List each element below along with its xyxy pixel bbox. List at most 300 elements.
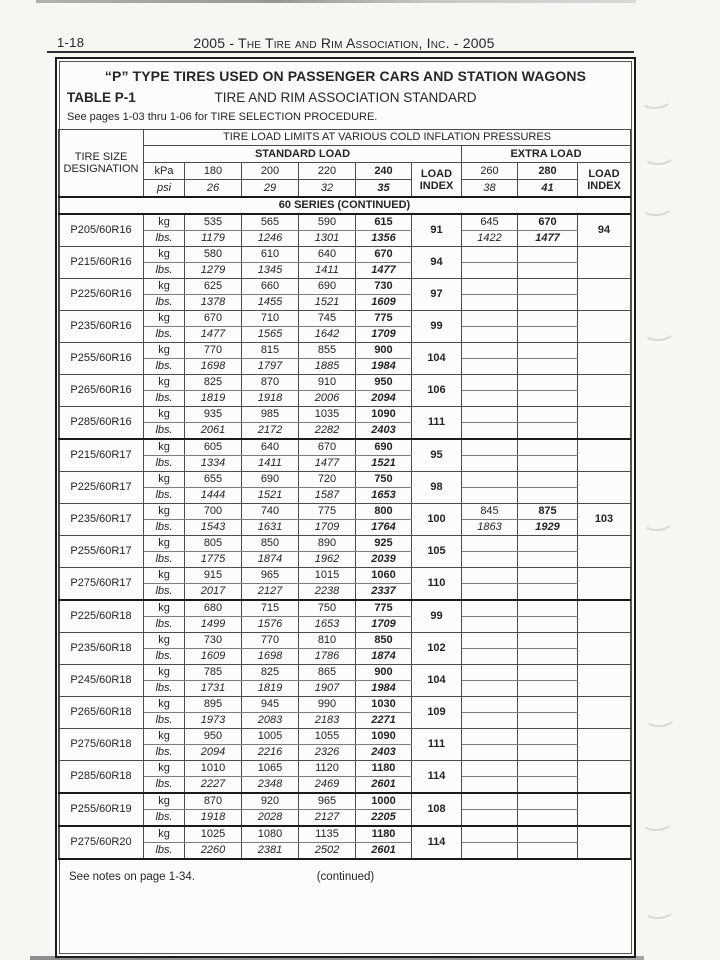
binder-ring-mark <box>641 511 674 532</box>
footer-continued: (continued) <box>316 871 375 883</box>
std-load-lbs-cell: 1565 <box>242 327 299 343</box>
extra-load-lbs-cell: 1422 <box>462 231 518 247</box>
std-load-lbs-cell: 2403 <box>356 745 412 761</box>
extra-load-lbs-cell <box>462 584 518 601</box>
extra-load-lbs-cell <box>462 681 518 697</box>
std-load-lbs-cell: 2326 <box>299 745 356 761</box>
extra-load-kg-cell <box>518 600 578 617</box>
header-row-limits <box>59 130 631 146</box>
std-load-lbs-cell: 2601 <box>356 777 412 794</box>
std-load-lbs-cell: 1709 <box>356 327 412 343</box>
tire-row-kg <box>59 439 631 456</box>
std-load-lbs-cell: 1477 <box>356 263 412 279</box>
extra-load-kg-cell <box>518 472 578 488</box>
std-load-lbs-cell: 2039 <box>356 552 412 568</box>
tire-row-kg <box>59 568 631 584</box>
std-load-lbs-cell: 1698 <box>185 359 242 375</box>
extra-load-kg-cell <box>462 311 518 327</box>
tire-size-cell: P255/60R16 <box>59 343 144 375</box>
std-load-kg-cell: 920 <box>242 793 299 810</box>
extra-load-kg-cell <box>518 761 578 777</box>
std-load-kg-cell: 615 <box>356 214 412 231</box>
unit-lbs-label: lbs. <box>144 295 185 311</box>
load-index-header-line2: INDEX <box>587 179 621 192</box>
header-row-kpa <box>59 163 631 180</box>
std-load-kg-cell: 1025 <box>185 826 242 843</box>
psi-value: 41 <box>518 180 578 198</box>
extra-load-kg-cell <box>518 375 578 391</box>
extra-load-lbs-cell: 1863 <box>462 520 518 536</box>
kpa-value: 280 <box>518 163 578 180</box>
binder-ring-mark <box>642 321 675 342</box>
load-index-header-line2: INDEX <box>419 179 454 192</box>
unit-lbs-label: lbs. <box>144 359 185 375</box>
std-load-kg-cell: 740 <box>242 504 299 520</box>
extra-load-kg-cell <box>462 536 518 552</box>
std-load-lbs-cell: 1477 <box>299 456 356 472</box>
extra-load-kg-cell <box>462 729 518 745</box>
tire-row-lbs <box>59 843 631 860</box>
tire-size-header-line2: DESIGNATION <box>63 163 139 175</box>
extra-load-lbs-cell <box>462 263 518 279</box>
tire-row-kg <box>59 536 631 552</box>
extra-load-index-cell <box>578 568 631 601</box>
load-index-cell: 102 <box>412 633 462 665</box>
extra-load-kg-cell: 670 <box>518 214 578 231</box>
std-load-lbs-cell: 2348 <box>242 777 299 794</box>
tire-size-cell: P235/60R16 <box>59 311 144 343</box>
std-load-kg-cell: 640 <box>242 439 299 456</box>
load-index-cell: 114 <box>412 826 462 859</box>
std-load-lbs-cell: 2260 <box>185 843 242 860</box>
unit-lbs-label: lbs. <box>144 745 185 761</box>
kpa-value: 220 <box>299 163 356 180</box>
tire-row-lbs <box>59 359 631 375</box>
extra-load-lbs-cell <box>462 488 518 504</box>
load-index-cell: 104 <box>412 665 462 697</box>
kpa-value: 180 <box>185 163 242 180</box>
tire-row-lbs <box>59 617 631 633</box>
tire-row-lbs <box>59 488 631 504</box>
unit-lbs-label: lbs. <box>144 649 185 665</box>
std-load-lbs-cell: 2017 <box>185 584 242 601</box>
std-load-kg-cell: 965 <box>299 793 356 810</box>
tire-row-kg <box>59 247 631 263</box>
std-load-lbs-cell: 2337 <box>356 584 412 601</box>
load-index-cell: 104 <box>412 343 462 375</box>
std-load-kg-cell: 935 <box>185 407 242 423</box>
std-load-lbs-cell: 1764 <box>356 520 412 536</box>
extra-load-lbs-cell <box>462 552 518 568</box>
tire-row-kg <box>59 761 631 777</box>
extra-load-header: EXTRA LOAD <box>462 146 631 163</box>
std-load-lbs-cell: 1411 <box>299 263 356 279</box>
tire-size-cell: P265/60R16 <box>59 375 144 407</box>
std-load-lbs-cell: 1543 <box>185 520 242 536</box>
std-load-lbs-cell: 1444 <box>185 488 242 504</box>
document-title: “P” TYPE TIRES USED ON PASSENGER CARS AND STATION WAGONS <box>104 68 587 84</box>
extra-load-lbs-cell <box>518 681 578 697</box>
std-load-kg-cell: 720 <box>299 472 356 488</box>
tire-row-lbs <box>59 810 631 827</box>
load-index-cell: 95 <box>412 439 462 472</box>
std-load-kg-cell: 865 <box>299 665 356 681</box>
load-index-cell: 91 <box>412 214 462 247</box>
unit-kpa-label: kPa <box>144 163 185 180</box>
std-load-lbs-cell: 1587 <box>299 488 356 504</box>
tire-row-kg <box>59 826 631 843</box>
tire-row-kg <box>59 375 631 391</box>
std-load-lbs-cell: 1797 <box>242 359 299 375</box>
unit-lbs-label: lbs. <box>144 231 185 247</box>
std-load-kg-cell: 1000 <box>356 793 412 810</box>
std-load-lbs-cell: 1962 <box>299 552 356 568</box>
extra-load-kg-cell: 845 <box>462 504 518 520</box>
std-load-lbs-cell: 2227 <box>185 777 242 794</box>
unit-lbs-label: lbs. <box>144 488 185 504</box>
std-load-lbs-cell: 2183 <box>299 713 356 729</box>
extra-load-lbs-cell <box>518 359 578 375</box>
tire-row-kg <box>59 311 631 327</box>
load-index-cell: 99 <box>412 600 462 633</box>
std-load-kg-cell: 890 <box>299 536 356 552</box>
load-index-cell: 111 <box>412 729 462 761</box>
std-load-lbs-cell: 1885 <box>299 359 356 375</box>
load-index-header <box>412 163 462 198</box>
std-load-lbs-cell: 2172 <box>242 423 299 440</box>
extra-load-lbs-cell <box>518 713 578 729</box>
load-index-header-line1: LOAD <box>588 167 620 180</box>
extra-load-index-cell <box>578 407 631 440</box>
tire-size-cell: P225/60R16 <box>59 279 144 311</box>
std-load-lbs-cell: 2469 <box>299 777 356 794</box>
std-load-lbs-cell: 1521 <box>356 456 412 472</box>
std-load-kg-cell: 850 <box>242 536 299 552</box>
load-index-cell: 98 <box>412 472 462 504</box>
extra-load-kg-cell <box>462 343 518 359</box>
extra-load-kg-cell <box>518 729 578 745</box>
extra-load-lbs-cell <box>462 295 518 311</box>
extra-load-index-cell <box>578 793 631 826</box>
extra-load-lbs-cell <box>518 327 578 343</box>
unit-kg-label: kg <box>144 761 185 777</box>
extra-load-kg-cell <box>518 536 578 552</box>
tire-size-cell: P225/60R18 <box>59 600 144 633</box>
tire-row-lbs <box>59 327 631 343</box>
std-load-kg-cell: 1180 <box>356 761 412 777</box>
extra-load-kg-cell <box>462 247 518 263</box>
std-load-kg-cell: 985 <box>242 407 299 423</box>
tire-size-cell: P265/60R18 <box>59 697 144 729</box>
unit-kg-label: kg <box>144 568 185 584</box>
extra-load-lbs-cell <box>518 263 578 279</box>
binder-ring-mark <box>639 89 672 110</box>
std-load-lbs-cell: 1709 <box>299 520 356 536</box>
load-index-cell: 111 <box>412 407 462 440</box>
psi-value: 26 <box>185 180 242 198</box>
extra-load-index-cell <box>578 279 631 311</box>
std-load-lbs-cell: 1907 <box>299 681 356 697</box>
extra-load-index-cell: 94 <box>578 214 631 247</box>
std-load-lbs-cell: 1521 <box>242 488 299 504</box>
unit-lbs-label: lbs. <box>144 843 185 860</box>
extra-load-lbs-cell <box>462 423 518 440</box>
tire-row-lbs <box>59 745 631 761</box>
psi-value: 35 <box>356 180 412 198</box>
unit-kg-label: kg <box>144 279 185 295</box>
extra-load-index-cell <box>578 472 631 504</box>
kpa-value: 260 <box>462 163 518 180</box>
std-load-lbs-cell: 1653 <box>299 617 356 633</box>
load-index-cell: 105 <box>412 536 462 568</box>
extra-load-lbs-cell <box>518 423 578 440</box>
extra-load-kg-cell <box>518 279 578 295</box>
unit-lbs-label: lbs. <box>144 423 185 440</box>
tire-row-kg <box>59 600 631 617</box>
std-load-kg-cell: 870 <box>185 793 242 810</box>
std-load-kg-cell: 945 <box>242 697 299 713</box>
selection-procedure-note: See pages 1-03 thru 1-06 for TIRE SELECTION PROCEDURE. <box>67 111 378 123</box>
std-load-lbs-cell: 1246 <box>242 231 299 247</box>
table-label: TABLE P-1 <box>67 90 136 105</box>
load-index-cell: 110 <box>412 568 462 601</box>
tire-row-lbs <box>59 456 631 472</box>
std-load-kg-cell: 990 <box>299 697 356 713</box>
extra-load-kg-cell <box>518 407 578 423</box>
extra-load-index-cell <box>578 247 631 279</box>
std-load-lbs-cell: 2601 <box>356 843 412 860</box>
extra-load-lbs-cell <box>462 617 518 633</box>
tire-size-cell: P285/60R18 <box>59 761 144 794</box>
tire-row-lbs <box>59 713 631 729</box>
std-load-kg-cell: 815 <box>242 343 299 359</box>
extra-load-lbs-cell <box>518 745 578 761</box>
tire-size-header-line1: TIRE SIZE <box>74 151 128 163</box>
kpa-value: 200 <box>242 163 299 180</box>
std-load-kg-cell: 590 <box>299 214 356 231</box>
std-load-lbs-cell: 2502 <box>299 843 356 860</box>
tire-size-cell: P275/60R20 <box>59 826 144 859</box>
extra-load-kg-cell <box>518 343 578 359</box>
page-number: 1-18 <box>57 35 85 50</box>
tire-row-lbs <box>59 777 631 794</box>
std-load-kg-cell: 750 <box>299 600 356 617</box>
std-load-kg-cell: 810 <box>299 633 356 649</box>
series-section-row <box>59 197 631 214</box>
std-load-lbs-cell: 1819 <box>185 391 242 407</box>
std-load-lbs-cell: 2282 <box>299 423 356 440</box>
tire-size-cell: P215/60R16 <box>59 247 144 279</box>
binder-ring-mark <box>642 145 675 166</box>
extra-load-lbs-cell <box>462 456 518 472</box>
extra-load-lbs-cell <box>518 552 578 568</box>
std-load-lbs-cell: 1179 <box>185 231 242 247</box>
std-load-kg-cell: 640 <box>299 247 356 263</box>
std-load-lbs-cell: 2094 <box>185 745 242 761</box>
tire-row-lbs <box>59 231 631 247</box>
tire-size-cell: P205/60R16 <box>59 214 144 247</box>
std-load-kg-cell: 745 <box>299 311 356 327</box>
std-load-lbs-cell: 1973 <box>185 713 242 729</box>
std-load-lbs-cell: 1477 <box>185 327 242 343</box>
extra-load-lbs-cell <box>518 488 578 504</box>
extra-load-lbs-cell <box>518 391 578 407</box>
extra-load-index-cell <box>578 633 631 665</box>
tire-row-lbs <box>59 263 631 279</box>
std-load-lbs-cell: 1874 <box>356 649 412 665</box>
footer-note: See notes on page 1-34. <box>69 871 195 883</box>
std-load-kg-cell: 770 <box>242 633 299 649</box>
binder-ring-mark <box>640 196 673 217</box>
extra-load-lbs-cell <box>462 327 518 343</box>
std-load-kg-cell: 825 <box>185 375 242 391</box>
std-load-lbs-cell: 1731 <box>185 681 242 697</box>
extra-load-lbs-cell <box>462 391 518 407</box>
extra-load-kg-cell <box>518 247 578 263</box>
std-load-lbs-cell: 2127 <box>242 584 299 601</box>
extra-load-lbs-cell <box>462 745 518 761</box>
std-load-kg-cell: 825 <box>242 665 299 681</box>
tire-size-cell: P235/60R18 <box>59 633 144 665</box>
std-load-kg-cell: 660 <box>242 279 299 295</box>
std-load-lbs-cell: 1786 <box>299 649 356 665</box>
std-load-lbs-cell: 1653 <box>356 488 412 504</box>
unit-lbs-label: lbs. <box>144 552 185 568</box>
unit-lbs-label: lbs. <box>144 327 185 343</box>
std-load-kg-cell: 805 <box>185 536 242 552</box>
extra-load-lbs-cell <box>462 777 518 794</box>
tire-size-cell: P275/60R17 <box>59 568 144 601</box>
tire-row-kg <box>59 407 631 423</box>
std-load-kg-cell: 1180 <box>356 826 412 843</box>
binder-ring-mark <box>642 899 675 920</box>
tire-row-lbs <box>59 520 631 536</box>
tire-size-designation-header <box>59 130 144 198</box>
extra-load-kg-cell <box>462 761 518 777</box>
extra-load-index-cell <box>578 729 631 761</box>
extra-load-lbs-cell <box>462 713 518 729</box>
std-load-lbs-cell: 1301 <box>299 231 356 247</box>
load-index-cell: 106 <box>412 375 462 407</box>
document-subtitle: TIRE AND RIM ASSOCIATION STANDARD <box>214 90 477 105</box>
extra-load-kg-cell <box>462 633 518 649</box>
tire-size-cell: P275/60R18 <box>59 729 144 761</box>
unit-lbs-label: lbs. <box>144 520 185 536</box>
extra-load-kg-cell <box>518 793 578 810</box>
std-load-kg-cell: 1120 <box>299 761 356 777</box>
extra-load-kg-cell: 875 <box>518 504 578 520</box>
extra-load-kg-cell <box>462 826 518 843</box>
header-row-psi <box>59 180 631 198</box>
header-rule <box>47 51 634 53</box>
std-load-lbs-cell: 1576 <box>242 617 299 633</box>
std-load-kg-cell: 605 <box>185 439 242 456</box>
extra-load-index-cell: 103 <box>578 504 631 536</box>
unit-kg-label: kg <box>144 214 185 231</box>
std-load-kg-cell: 750 <box>356 472 412 488</box>
extra-load-kg-cell <box>518 311 578 327</box>
extra-load-kg-cell <box>462 472 518 488</box>
unit-kg-label: kg <box>144 407 185 423</box>
table-frame <box>55 57 636 958</box>
std-load-lbs-cell: 1499 <box>185 617 242 633</box>
extra-load-lbs-cell <box>518 810 578 827</box>
std-load-lbs-cell: 1378 <box>185 295 242 311</box>
extra-load-kg-cell <box>518 665 578 681</box>
extra-load-kg-cell <box>462 375 518 391</box>
extra-load-index-cell <box>578 311 631 343</box>
extra-load-index-cell <box>578 761 631 794</box>
extra-load-index-cell <box>578 375 631 407</box>
std-load-kg-cell: 690 <box>242 472 299 488</box>
std-load-kg-cell: 1015 <box>299 568 356 584</box>
extra-load-lbs-cell <box>518 777 578 794</box>
series-section-label: 60 SERIES (CONTINUED) <box>59 197 631 214</box>
std-load-lbs-cell: 2083 <box>242 713 299 729</box>
unit-kg-label: kg <box>144 665 185 681</box>
tire-row-kg <box>59 665 631 681</box>
std-load-lbs-cell: 1609 <box>185 649 242 665</box>
std-load-lbs-cell: 2028 <box>242 810 299 827</box>
tire-row-lbs <box>59 552 631 568</box>
std-load-lbs-cell: 1279 <box>185 263 242 279</box>
std-load-lbs-cell: 1819 <box>242 681 299 697</box>
tire-row-kg <box>59 793 631 810</box>
tire-row-kg <box>59 472 631 488</box>
unit-kg-label: kg <box>144 633 185 649</box>
load-index-header-line1: LOAD <box>420 167 453 180</box>
std-load-kg-cell: 1035 <box>299 407 356 423</box>
tire-row-lbs <box>59 681 631 697</box>
std-load-kg-cell: 700 <box>185 504 242 520</box>
std-load-kg-cell: 1005 <box>242 729 299 745</box>
extra-load-kg-cell <box>462 665 518 681</box>
unit-lbs-label: lbs. <box>144 810 185 827</box>
std-load-lbs-cell: 1918 <box>185 810 242 827</box>
extra-load-kg-cell <box>462 439 518 456</box>
tire-size-cell: P285/60R16 <box>59 407 144 440</box>
std-load-kg-cell: 710 <box>242 311 299 327</box>
std-load-lbs-cell: 2061 <box>185 423 242 440</box>
std-load-kg-cell: 1030 <box>356 697 412 713</box>
extra-load-lbs-cell <box>462 810 518 827</box>
extra-load-kg-cell <box>462 279 518 295</box>
load-index-cell: 94 <box>412 247 462 279</box>
tire-row-lbs <box>59 649 631 665</box>
extra-load-kg-cell <box>462 793 518 810</box>
unit-lbs-label: lbs. <box>144 777 185 794</box>
std-load-kg-cell: 680 <box>185 600 242 617</box>
std-load-kg-cell: 1055 <box>299 729 356 745</box>
load-index-cell: 108 <box>412 793 462 826</box>
std-load-kg-cell: 925 <box>356 536 412 552</box>
std-load-kg-cell: 770 <box>185 343 242 359</box>
extra-load-lbs-cell: 1477 <box>518 231 578 247</box>
extra-load-kg-cell <box>518 568 578 584</box>
std-load-kg-cell: 1080 <box>242 826 299 843</box>
unit-lbs-label: lbs. <box>144 263 185 279</box>
unit-lbs-label: lbs. <box>144 617 185 633</box>
unit-kg-label: kg <box>144 504 185 520</box>
std-load-kg-cell: 655 <box>185 472 242 488</box>
std-load-kg-cell: 1065 <box>242 761 299 777</box>
tire-row-kg <box>59 214 631 231</box>
std-load-kg-cell: 950 <box>185 729 242 745</box>
tire-row-kg <box>59 697 631 713</box>
std-load-kg-cell: 1090 <box>356 729 412 745</box>
unit-kg-label: kg <box>144 439 185 456</box>
unit-kg-label: kg <box>144 793 185 810</box>
